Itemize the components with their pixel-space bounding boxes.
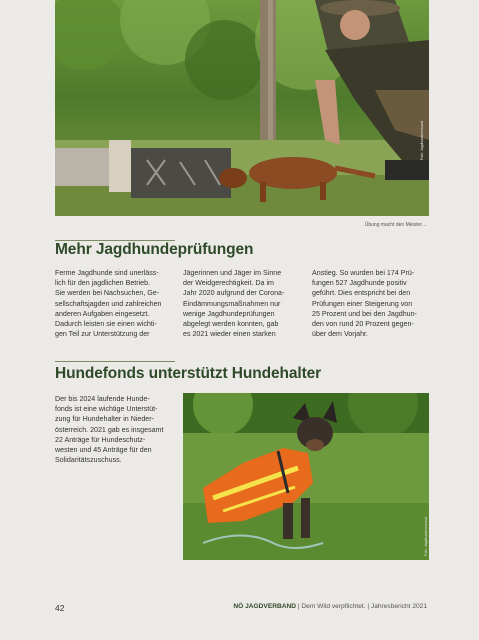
body-column-2: Jägerinnen und Jäger im Sinne der Weidgerechtigkeit. Da im Jahr 2020 aufgrund der Corona- Eindämmungsmaßnahmen nur wenige Jagdhundeprüfungen abgelegt werden konnten, gab es 2021 wieder einen starken xyxy=(183,269,285,339)
page-footer xyxy=(233,603,427,610)
terrier-safety-vest-photo xyxy=(183,393,429,560)
body-text: Der bis 2024 laufende Hunde- fonds ist eine wichtige Unterstüt- zung für Hundehalter in Nieder- österreich. 2021 gab es insgesamt 22 Anträge für Hundeschutz- westen und 45 Anträge für den Solidaritätszuschuss. xyxy=(55,395,164,465)
body-column-3: Anstieg. So wurden bei 174 Prü- fungen 527 Jagdhunde positiv geführt. Dies entspricht bei den Prüfungen einer Steigerung von 25 Prozent und bei den Jagdhun- den von rund 20 Prozent gegen- über dem Vorjahr. xyxy=(312,269,417,339)
hunter-dachshund-photo xyxy=(55,0,429,216)
section-heading: Hundefonds unterstützt Hundehalter xyxy=(55,365,322,382)
section-heading: Mehr Jagdhundeprüfungen xyxy=(55,241,254,258)
footer-org: NÖ JAGDVERBAND xyxy=(233,603,297,610)
body-column-1: Ferme Jagdhunde sind unerläss- lich für den jagdlichen Betrieb. Sie werden bei Nachsuchen, Ge- sellschaftsjagden und zahlreichen anderen Aufgaben eingesetzt. Dadurch leisten sie einen wichti- gen Teil zur Unterstützung der xyxy=(55,269,162,339)
photo-credit: Foto: Jagdhundeverband xyxy=(420,121,424,160)
footer-tagline: | Dem Wild verpflichtet. | Jahresbericht 2021 xyxy=(296,603,427,610)
photo-caption: Übung macht den Meister… xyxy=(364,222,427,228)
section-divider xyxy=(55,361,175,362)
photo-credit: Foto: Jagdhundeverband xyxy=(424,517,428,556)
page-number: 42 xyxy=(55,603,65,613)
